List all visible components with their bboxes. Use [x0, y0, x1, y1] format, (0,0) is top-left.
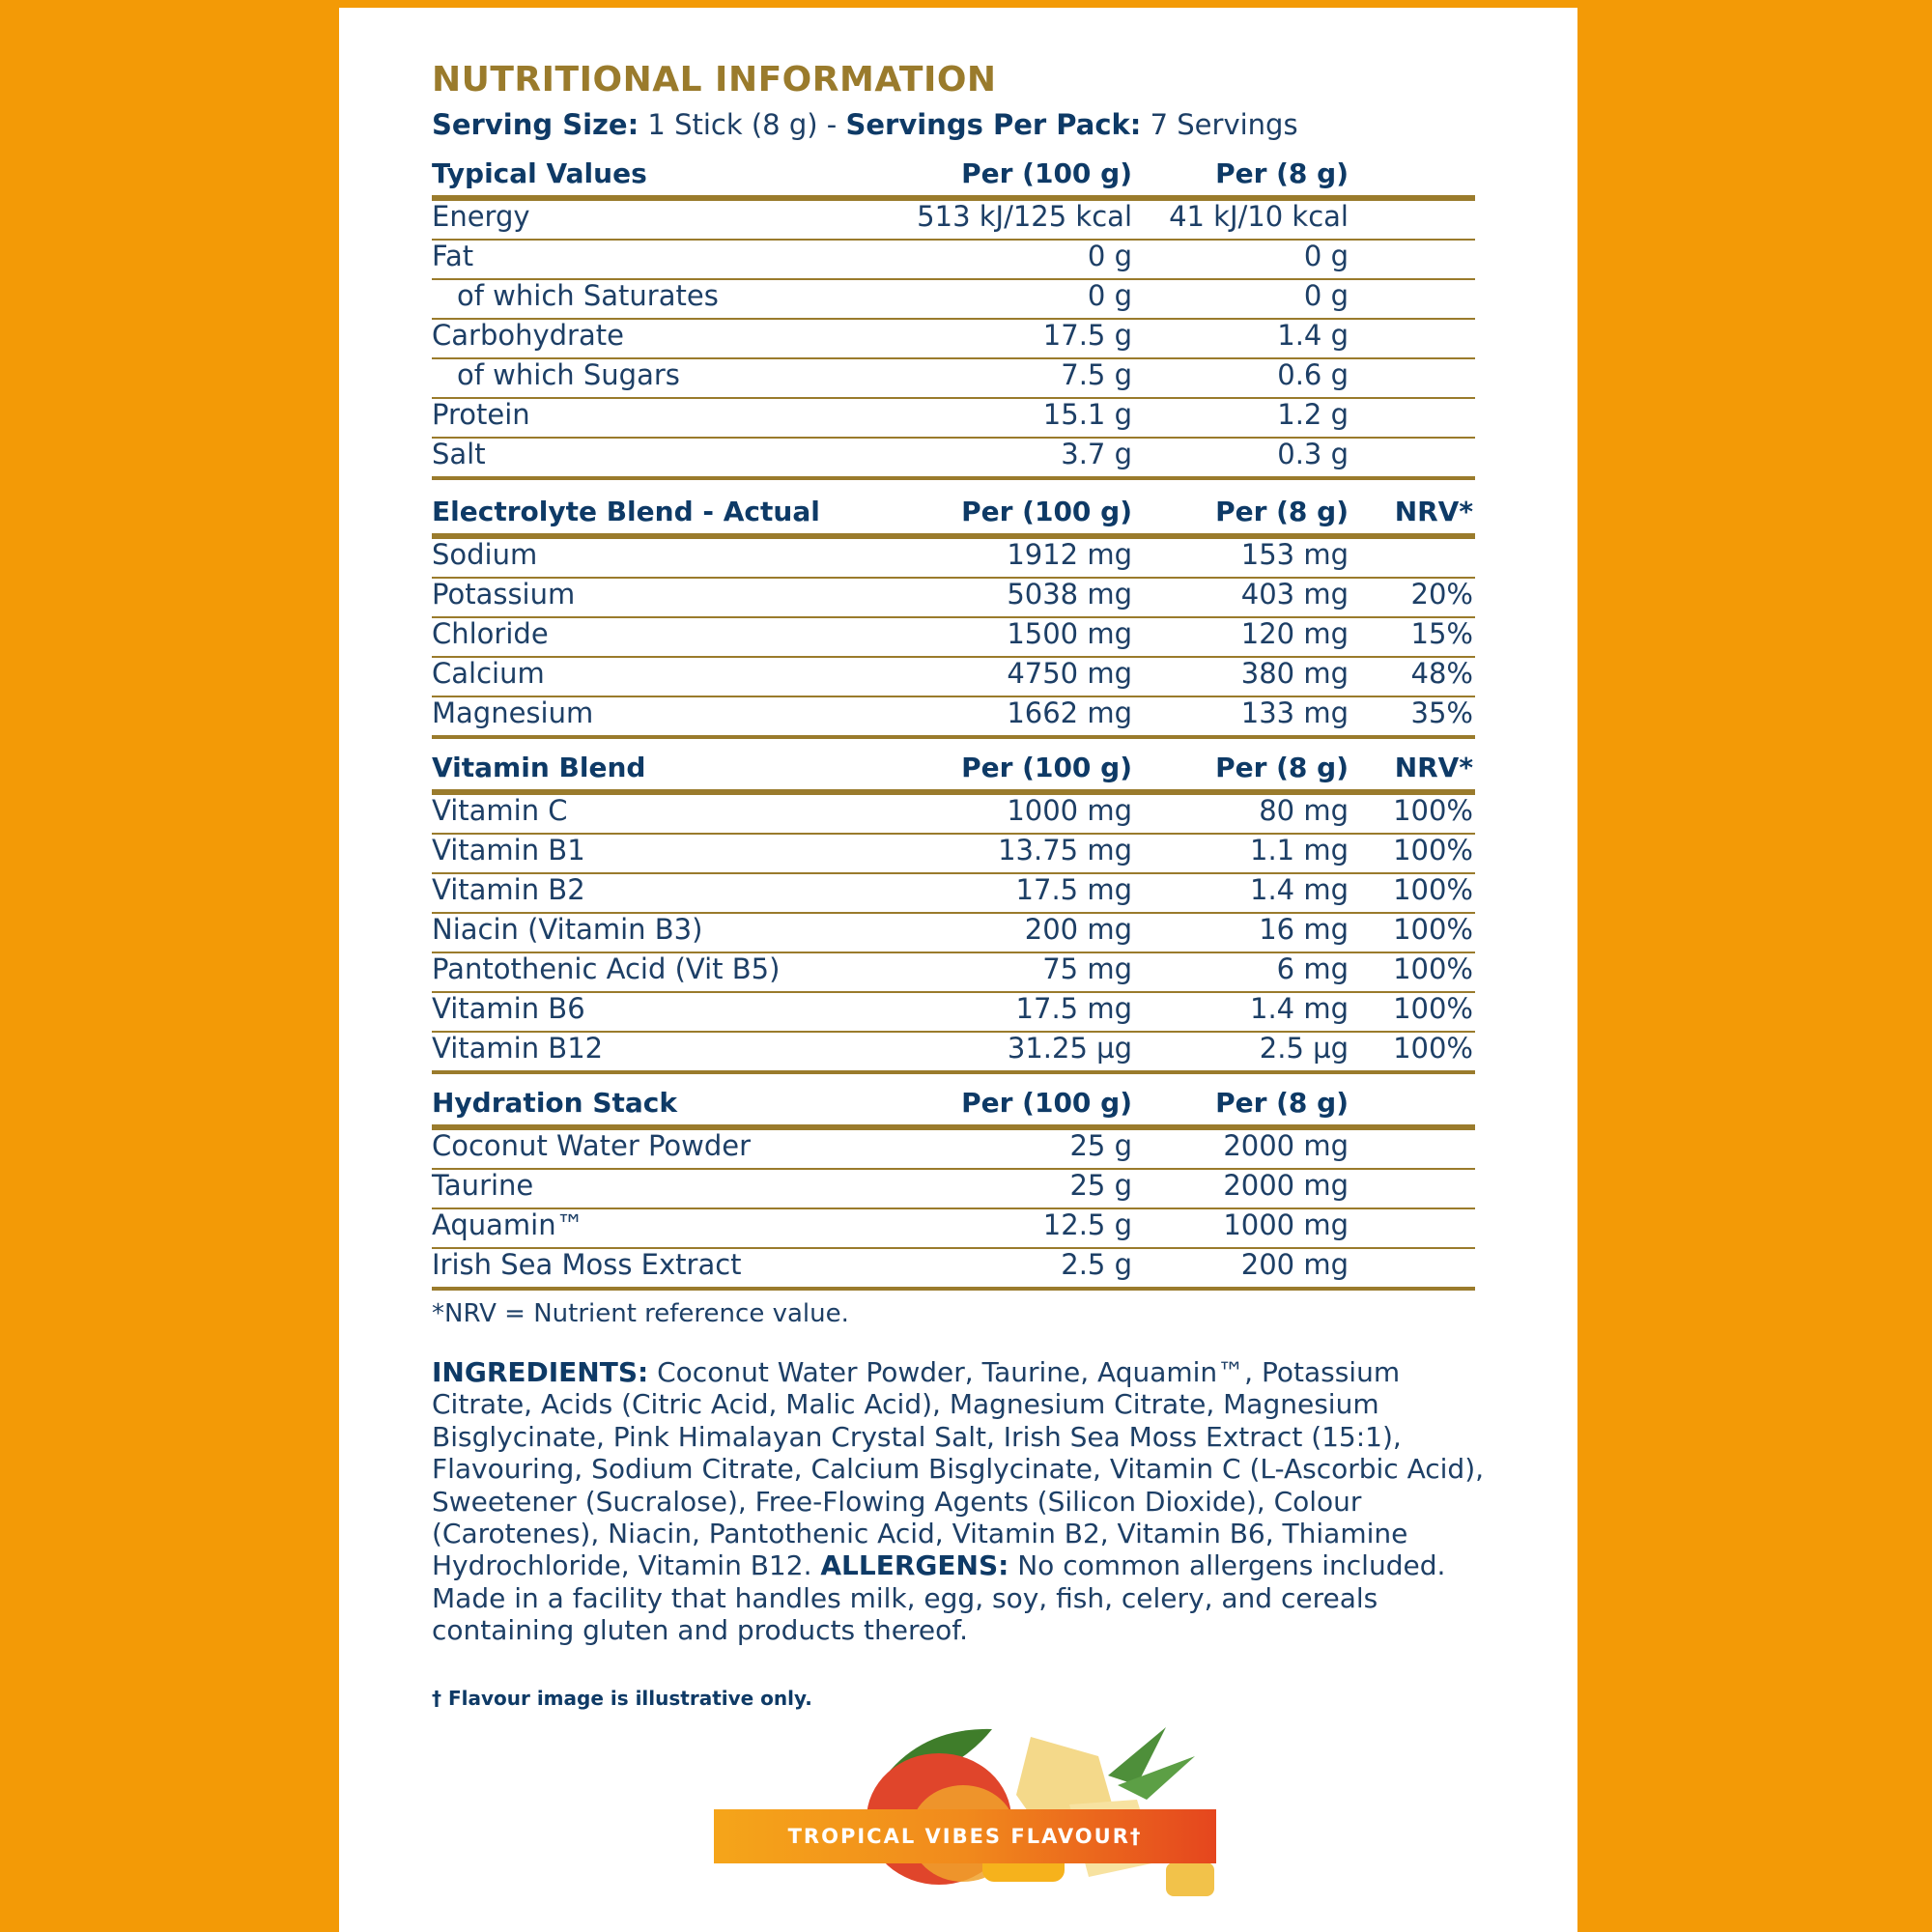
value-per8: 2000 mg	[1223, 1169, 1349, 1202]
value-nrv: 100%	[1393, 794, 1473, 827]
table-row	[432, 1170, 1475, 1209]
value-per100: 15.1 g	[1042, 398, 1132, 431]
value-per100: 17.5 g	[1042, 319, 1132, 352]
value-per100: 4750 mg	[1007, 657, 1132, 690]
value-per100: 25 g	[1069, 1129, 1132, 1162]
nutrient-name: of which Saturates	[457, 279, 719, 312]
header-per8: Per (8 g)	[1215, 1087, 1349, 1119]
table-row	[432, 697, 1475, 739]
value-nrv: 100%	[1393, 873, 1473, 906]
hydration-header	[432, 1082, 1475, 1130]
serving-size-label: Serving Size:	[432, 108, 639, 141]
header-nrv: NRV*	[1394, 752, 1473, 783]
value-nrv: 100%	[1393, 1032, 1473, 1065]
table-row	[432, 399, 1475, 439]
value-per8: 1000 mg	[1223, 1208, 1349, 1241]
nutrient-name: Energy	[432, 200, 530, 233]
value-nrv: 48%	[1410, 657, 1473, 690]
nutrient-name: Magnesium	[432, 696, 594, 729]
value-per100: 13.75 mg	[998, 834, 1132, 867]
value-per100: 0 g	[1087, 240, 1132, 272]
typical-values-table	[432, 153, 1475, 480]
typical-values-header	[432, 153, 1475, 201]
ingredients-label: INGREDIENTS:	[432, 1356, 649, 1388]
value-per100: 1912 mg	[1007, 538, 1132, 571]
electrolyte-header	[432, 491, 1475, 539]
value-nrv: 100%	[1393, 952, 1473, 985]
value-per8: 41 kJ/10 kcal	[1169, 200, 1349, 233]
nutrient-name: Vitamin B12	[432, 1032, 604, 1065]
electrolyte-blend-table	[432, 491, 1475, 739]
value-per8: 2000 mg	[1223, 1129, 1349, 1162]
vitamin-blend-table	[432, 747, 1475, 1074]
flavour-banner	[714, 1809, 1216, 1863]
servings-per-pack-value: 7 Servings	[1141, 108, 1298, 141]
allergens-label: ALLERGENS:	[820, 1549, 1009, 1582]
header-per8: Per (8 g)	[1215, 496, 1349, 527]
value-per100: 25 g	[1069, 1169, 1132, 1202]
table-row	[432, 439, 1475, 480]
value-nrv: 35%	[1410, 696, 1473, 729]
serving-info	[432, 108, 1298, 141]
ingredient-name: Irish Sea Moss Extract	[432, 1248, 742, 1281]
allergens-text: No common allergens included. Made in a facility that handles milk, egg, soy, fish, celery, and cereals containing gluten and products thereof.	[432, 1549, 1446, 1647]
value-per100: 31.25 µg	[1007, 1032, 1132, 1065]
table-row	[432, 1033, 1475, 1074]
value-per100: 75 mg	[1042, 952, 1132, 985]
header-label: Vitamin Blend	[432, 752, 646, 783]
table-row	[432, 874, 1475, 914]
table-row	[432, 953, 1475, 993]
value-per8: 120 mg	[1240, 617, 1349, 650]
value-nrv: 15%	[1410, 617, 1473, 650]
nutrient-name: of which Sugars	[457, 358, 680, 391]
header-label: Electrolyte Blend - Actual	[432, 496, 820, 527]
header-per100: Per (100 g)	[961, 157, 1132, 189]
value-per8: 133 mg	[1240, 696, 1349, 729]
nutrient-name: Potassium	[432, 578, 576, 611]
value-per8: 0.3 g	[1277, 438, 1349, 470]
value-per8: 16 mg	[1259, 913, 1349, 946]
nutrition-panel	[339, 8, 1577, 1932]
value-per8: 1.4 g	[1277, 319, 1349, 352]
nutrient-name: Chloride	[432, 617, 549, 650]
value-per100: 1662 mg	[1007, 696, 1132, 729]
value-per100: 1000 mg	[1007, 794, 1132, 827]
value-per8: 200 mg	[1240, 1248, 1349, 1281]
value-per100: 17.5 mg	[1015, 992, 1132, 1025]
value-per100: 1500 mg	[1007, 617, 1132, 650]
value-per8: 403 mg	[1240, 578, 1349, 611]
table-row	[432, 993, 1475, 1033]
header-per100: Per (100 g)	[961, 752, 1132, 783]
table-row	[432, 201, 1475, 241]
table-row	[432, 1209, 1475, 1249]
ingredient-name: Coconut Water Powder	[432, 1129, 752, 1162]
value-per8: 0.6 g	[1277, 358, 1349, 391]
nutrient-name: Calcium	[432, 657, 545, 690]
value-per8: 153 mg	[1240, 538, 1349, 571]
value-per100: 2.5 g	[1061, 1248, 1132, 1281]
value-per8: 1.1 mg	[1250, 834, 1349, 867]
value-per8: 2.5 µg	[1259, 1032, 1349, 1065]
table-row	[432, 795, 1475, 835]
table-row	[432, 914, 1475, 953]
fruit-illustration	[847, 1708, 1253, 1901]
flavour-disclaimer: † Flavour image is illustrative only.	[432, 1687, 812, 1710]
table-row	[432, 320, 1475, 359]
serving-size-value: 1 Stick (8 g) -	[639, 108, 846, 141]
value-per100: 3.7 g	[1061, 438, 1132, 470]
value-per8: 1.4 mg	[1250, 992, 1349, 1025]
value-nrv: 20%	[1410, 578, 1473, 611]
header-per8: Per (8 g)	[1215, 157, 1349, 189]
header-label: Hydration Stack	[432, 1087, 677, 1119]
nutrient-name: Sodium	[432, 538, 538, 571]
table-row	[432, 280, 1475, 320]
nutrient-name: Pantothenic Acid (Vit B5)	[432, 952, 781, 985]
nutrient-name: Vitamin B6	[432, 992, 585, 1025]
hydration-stack-table	[432, 1082, 1475, 1291]
value-nrv: 100%	[1393, 992, 1473, 1025]
ingredients-block	[432, 1356, 1485, 1647]
table-row	[432, 618, 1475, 658]
table-row	[432, 658, 1475, 697]
value-per100: 7.5 g	[1061, 358, 1132, 391]
value-per8: 1.4 mg	[1250, 873, 1349, 906]
nutrient-name: Carbohydrate	[432, 319, 624, 352]
nutrient-name: Fat	[432, 240, 474, 272]
table-row	[432, 1130, 1475, 1170]
table-row	[432, 359, 1475, 399]
value-per8: 0 g	[1303, 240, 1349, 272]
ingredient-name: Taurine	[432, 1169, 534, 1202]
table-row	[432, 835, 1475, 874]
nutrient-name: Salt	[432, 438, 486, 470]
flavour-label: TROPICAL VIBES FLAVOUR†	[787, 1825, 1143, 1848]
nrv-footnote: *NRV = Nutrient reference value.	[432, 1299, 849, 1328]
value-per8: 1.2 g	[1277, 398, 1349, 431]
table-row	[432, 579, 1475, 618]
value-per100: 200 mg	[1024, 913, 1132, 946]
value-per100: 0 g	[1087, 279, 1132, 312]
value-per100: 5038 mg	[1007, 578, 1132, 611]
value-per8: 380 mg	[1240, 657, 1349, 690]
nutrient-name: Vitamin C	[432, 794, 568, 827]
header-per8: Per (8 g)	[1215, 752, 1349, 783]
nutrient-name: Protein	[432, 398, 530, 431]
table-row	[432, 1249, 1475, 1291]
nutrient-name: Vitamin B1	[432, 834, 585, 867]
header-label: Typical Values	[432, 157, 647, 189]
header-per100: Per (100 g)	[961, 1087, 1132, 1119]
table-row	[432, 539, 1475, 579]
value-per100: 513 kJ/125 kcal	[917, 200, 1132, 233]
value-per8: 0 g	[1303, 279, 1349, 312]
value-per100: 12.5 g	[1042, 1208, 1132, 1241]
nutrient-name: Vitamin B2	[432, 873, 585, 906]
page-title: NUTRITIONAL INFORMATION	[432, 60, 997, 99]
vitamin-header	[432, 747, 1475, 795]
value-nrv: 100%	[1393, 913, 1473, 946]
value-per100: 17.5 mg	[1015, 873, 1132, 906]
table-row	[432, 241, 1475, 280]
value-per8: 80 mg	[1259, 794, 1349, 827]
header-nrv: NRV*	[1394, 496, 1473, 527]
value-nrv: 100%	[1393, 834, 1473, 867]
value-per8: 6 mg	[1276, 952, 1349, 985]
servings-per-pack-label: Servings Per Pack:	[845, 108, 1142, 141]
header-per100: Per (100 g)	[961, 496, 1132, 527]
nutrient-name: Niacin (Vitamin B3)	[432, 913, 703, 946]
ingredient-name: Aquamin™	[432, 1208, 584, 1241]
ingredients-text: Coconut Water Powder, Taurine, Aquamin™, Potassium Citrate, Acids (Citric Acid, Malic Acid), Magnesium Citrate, Magnesium Bisglycinate, Pink Himalayan Crystal Salt, Irish Sea Moss Extract (15:1), Flavouring, Sodium Citrate, Calcium Bisglycinate, Vitamin C (L-Ascorbic Acid), Sweetener (Sucralose), Free-Flowing Agents (Silicon Dioxide), Colour (Carotenes), Niacin, Pantothenic Acid, Vitamin B2, Vitamin B6, Thiamine Hydrochloride, Vitamin B12.	[432, 1356, 1485, 1582]
